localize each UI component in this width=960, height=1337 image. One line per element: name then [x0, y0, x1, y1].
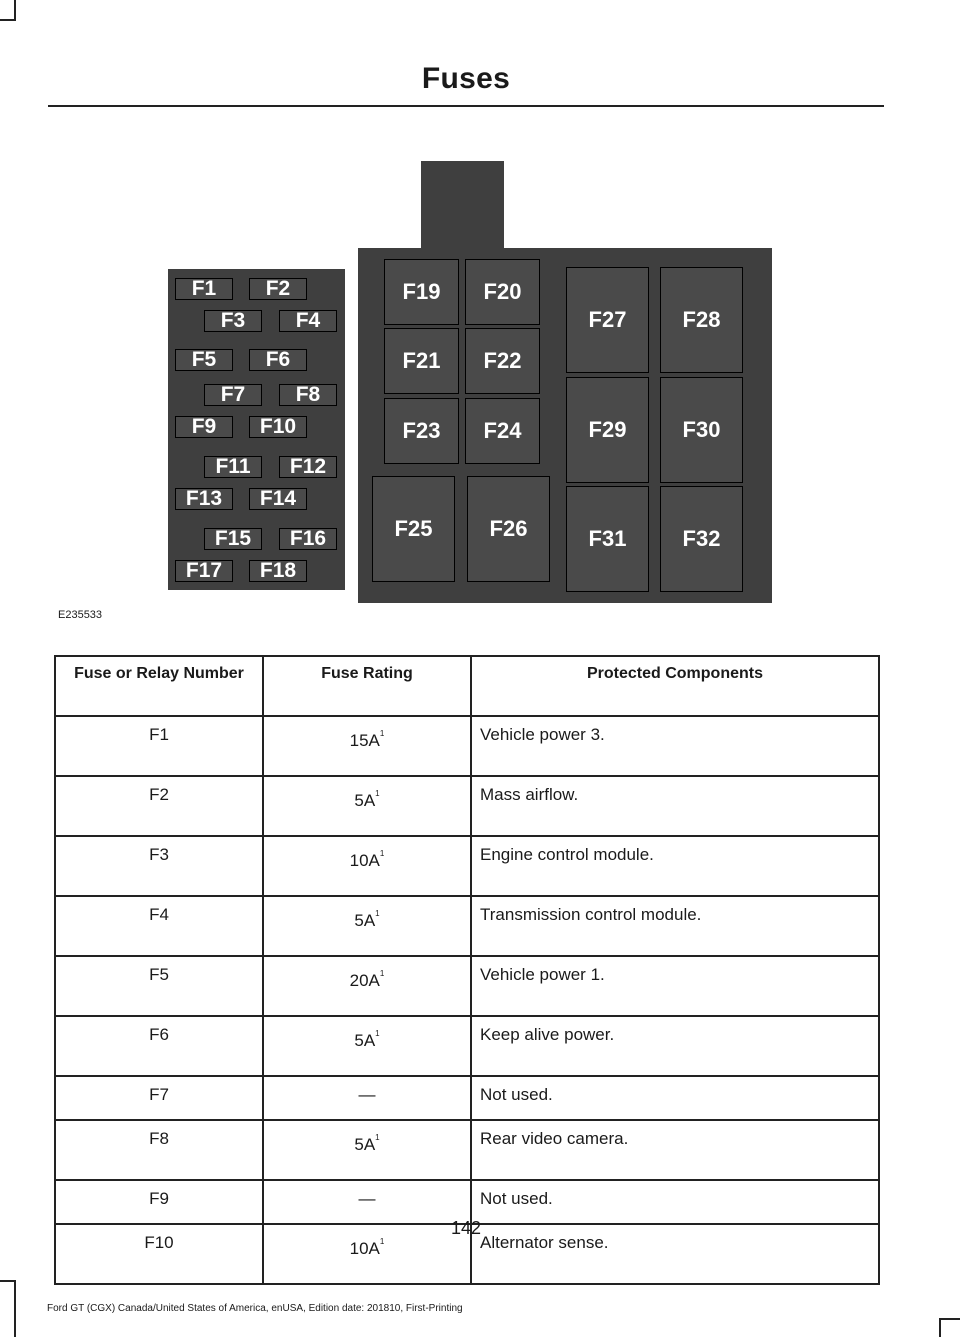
fuse-f5: F5 [175, 349, 233, 371]
fuse-rating: $15A^1$ [263, 716, 471, 776]
crop-mark [939, 1318, 941, 1337]
fuse-number: F5 [55, 956, 263, 1016]
fuse-f20: F20 [465, 259, 540, 325]
fuse-number: F4 [55, 896, 263, 956]
fuse-number: F3 [55, 836, 263, 896]
fuse-f29: F29 [566, 377, 649, 483]
fuse-number: F9 [55, 1180, 263, 1224]
fuse-number: F7 [55, 1076, 263, 1120]
protected-component: Transmission control module. [471, 896, 879, 956]
column-header-components: Protected Components [471, 656, 879, 716]
fuse-rating: $20A^1$ [263, 956, 471, 1016]
footnote-marker: 1 [375, 1029, 380, 1038]
footnote-marker: 1 [379, 729, 385, 738]
fuse-number: F10 [55, 1224, 263, 1284]
table-row [55, 1076, 879, 1120]
fuse-number: F1 [55, 716, 263, 776]
fuse-f17: F17 [175, 560, 233, 582]
figure-reference-code: E235533 [58, 609, 103, 621]
fuse-table [54, 655, 880, 1285]
fuse-f21: F21 [384, 328, 459, 394]
fuse-rating: $5A^1$ [263, 896, 471, 956]
table-header-row [55, 656, 879, 716]
protected-component: Vehicle power 1. [471, 956, 879, 1016]
fuse-f6: F6 [249, 349, 307, 371]
protected-component: Vehicle power 3. [471, 716, 879, 776]
protected-component: Rear video camera. [471, 1120, 879, 1180]
column-header-rating: Fuse Rating [263, 656, 471, 716]
fuse-f30: F30 [660, 377, 743, 483]
connector-tab [421, 161, 504, 251]
fuse-f1: F1 [175, 278, 233, 300]
table-row [55, 716, 879, 776]
footnote-marker: 1 [375, 1133, 380, 1142]
crop-mark [14, 1280, 16, 1337]
fuse-f19: F19 [384, 259, 459, 325]
fuse-rating: $5A^1$ [263, 1016, 471, 1076]
table-row [55, 1120, 879, 1180]
protected-component: Not used. [471, 1076, 879, 1120]
fuse-rating: — [263, 1180, 471, 1224]
fuse-number: F2 [55, 776, 263, 836]
fuse-f3: F3 [204, 310, 262, 332]
protected-component: Keep alive power. [471, 1016, 879, 1076]
fuse-f14: F14 [249, 488, 307, 510]
fuse-f13: F13 [175, 488, 233, 510]
fuse-f8: F8 [279, 384, 337, 406]
fuse-f16: F16 [279, 528, 337, 550]
footnote-marker: 1 [379, 1237, 385, 1246]
fuse-f12: F12 [279, 456, 337, 478]
fuse-rating: $5A^1$ [263, 1120, 471, 1180]
page-title: Fuses [421, 62, 511, 95]
column-header-number: Fuse or Relay Number [55, 656, 263, 716]
fuse-rating: $10A^1$ [263, 1224, 471, 1284]
fuse-number: F6 [55, 1016, 263, 1076]
fuse-f7: F7 [204, 384, 262, 406]
protected-component: Engine control module. [471, 836, 879, 896]
fuse-f27: F27 [566, 267, 649, 373]
table-row [55, 836, 879, 896]
fuse-f18: F18 [249, 560, 307, 582]
crop-mark [939, 1318, 960, 1320]
crop-mark [0, 1280, 16, 1282]
footnote-marker: 1 [379, 849, 385, 858]
page-number: 142 [450, 1218, 482, 1238]
fuse-f15: F15 [204, 528, 262, 550]
fuse-f10: F10 [249, 416, 307, 438]
protected-component: Mass airflow. [471, 776, 879, 836]
fuse-f32: F32 [660, 486, 743, 592]
fuse-rating: $5A^1$ [263, 776, 471, 836]
fuse-panel-diagram [0, 0, 960, 630]
footnote-marker: 1 [375, 789, 380, 798]
fuse-f22: F22 [465, 328, 540, 394]
fuse-f9: F9 [175, 416, 233, 438]
fuse-f23: F23 [384, 398, 459, 464]
fuse-f31: F31 [566, 486, 649, 592]
fuse-f26: F26 [467, 476, 550, 582]
protected-component: Not used. [471, 1180, 879, 1224]
table-row [55, 956, 879, 1016]
fuse-f25: F25 [372, 476, 455, 582]
footnote-marker: 1 [375, 909, 380, 918]
fuse-f28: F28 [660, 267, 743, 373]
fuse-f24: F24 [465, 398, 540, 464]
fuse-f2: F2 [249, 278, 307, 300]
fuse-rating: $10A^1$ [263, 836, 471, 896]
protected-component: Alternator sense. [471, 1224, 879, 1284]
fuse-number: F8 [55, 1120, 263, 1180]
table-row [55, 896, 879, 956]
fuse-f11: F11 [204, 456, 262, 478]
table-row [55, 776, 879, 836]
fuse-f4: F4 [279, 310, 337, 332]
fuse-rating: — [263, 1076, 471, 1120]
footnote-marker: 1 [379, 969, 385, 978]
edition-footer: Ford GT (CGX) Canada/United States of America, enUSA, Edition date: 201810, First-Printing [47, 1303, 463, 1314]
table-row [55, 1016, 879, 1076]
